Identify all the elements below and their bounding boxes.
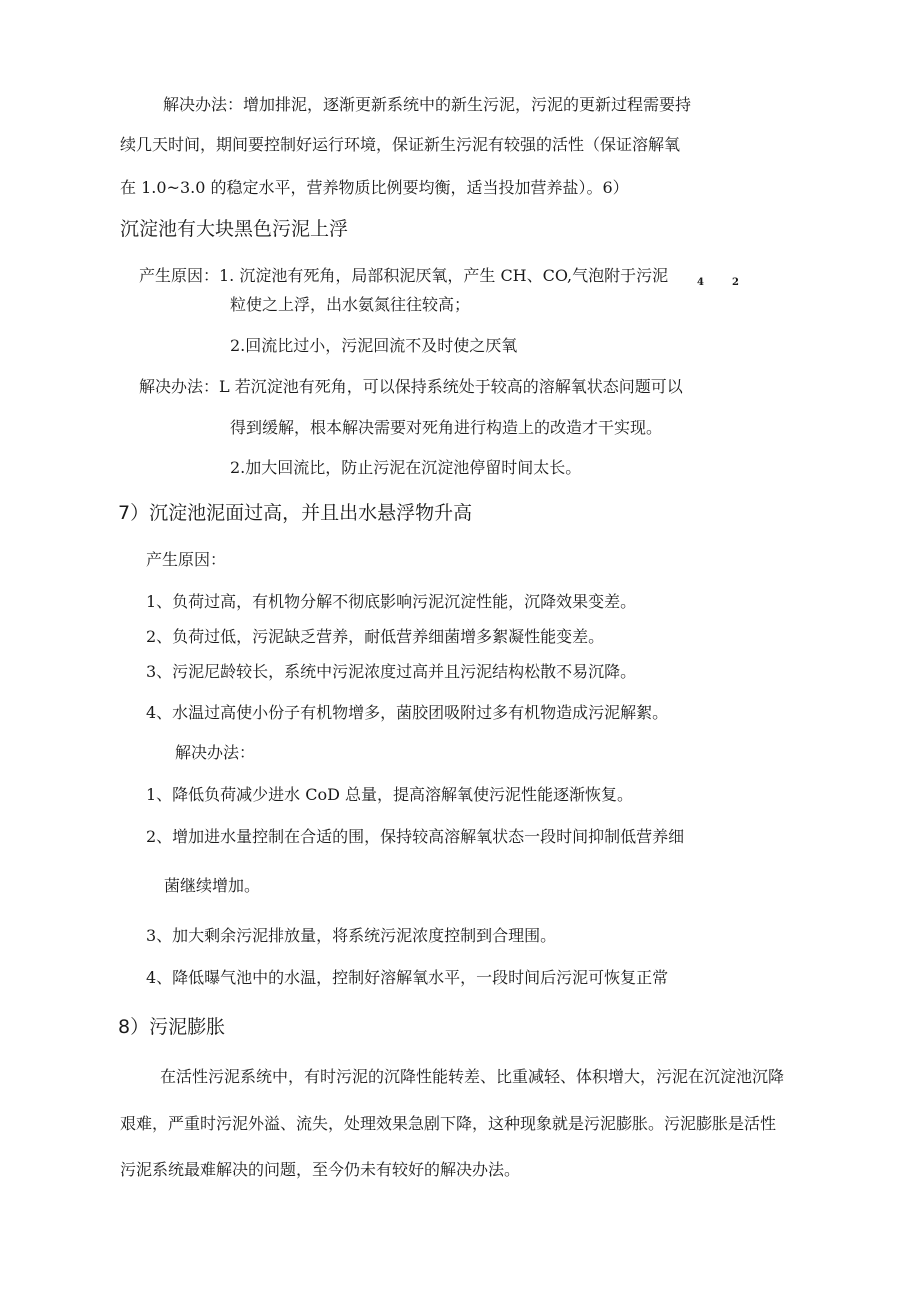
list-item: 4、水温过高使小份子有机物增多，菌胶团吸附过多有机物造成污泥解絮。 [146, 703, 669, 722]
list-item: 4、降低曝气池中的水温，控制好溶解氧水平，一段时间后污泥可恢复正常 [146, 968, 669, 987]
list-item: 3、污泥尼龄较长，系统中污泥浓度过高并且污泥结构松散不易沉降。 [146, 662, 637, 681]
paragraph-line: 在 1.0~3.0 的稳定水平，营养物质比例要均衡，适当投加营养盐）。6） [120, 178, 629, 197]
paragraph-line: 污泥系统最难解决的问题，至今仍未有较好的解决办法。 [120, 1160, 521, 1179]
solution-line: 2.加大回流比，防止污泥在沉淀池停留时间太长。 [230, 458, 582, 477]
cause-line: 2.回流比过小，污泥回流不及时使之厌氧 [230, 336, 518, 355]
subscript: 2 [732, 277, 739, 288]
solution-label: 解决办法： [175, 743, 256, 762]
list-item: 3、加大剩余污泥排放量，将系统污泥浓度控制到合理围。 [146, 926, 557, 945]
subscript: 4 [697, 277, 704, 288]
cause-line: 粒使之上浮，出水氨氮往往较高； [230, 295, 471, 314]
solution-line: 解决办法：L 若沉淀池有死角，可以保持系统处于较高的溶解氧状态问题可以 [139, 377, 683, 396]
section-heading: 7）沉淀池泥面过高，并且出水悬浮物升高 [118, 502, 473, 524]
list-item: 2、增加进水量控制在合适的围，保持较高溶解氧状态一段时间抑制低营养细 [146, 827, 685, 846]
paragraph-line: 艰难，严重时污泥外溢、流失，处理效果急剧下降，这种现象就是污泥膨胀。污泥膨胀是活性 [120, 1114, 777, 1133]
list-item: 1、负荷过高，有机物分解不彻底影响污泥沉淀性能，沉降效果变差。 [146, 592, 637, 611]
list-item: 2、负荷过低，污泥缺乏营养，耐低营养细菌增多絮凝性能变差。 [146, 627, 605, 646]
section-heading: 沉淀池有大块黑色污泥上浮 [120, 218, 349, 240]
paragraph-line: 在活性污泥系统中，有时污泥的沉降性能转差、比重减轻、体积增大，污泥在沉淀池沉降 [160, 1067, 785, 1086]
paragraph-line: 解决办法：增加排泥，逐渐更新系统中的新生污泥，污泥的更新过程需要持 [163, 95, 692, 114]
list-item: 1、降低负荷减少进水 CoD 总量，提高溶解氧使污泥性能逐渐恢复。 [146, 785, 634, 804]
cause-label: 产生原因： [146, 550, 227, 569]
cause-line: 产生原因：1. 沉淀池有死角，局部积泥厌氧，产生 CH、CO,气泡附于污泥 [139, 266, 669, 285]
paragraph-line: 续几天时间，期间要控制好运行环境，保证新生污泥有较强的活性（保证溶解氧 [120, 135, 681, 154]
solution-line: 得到缓解，根本解决需要对死角进行构造上的改造才干实现。 [230, 418, 663, 437]
section-heading: 8）污泥膨胀 [118, 1016, 226, 1038]
list-item: 菌继续增加。 [164, 876, 261, 895]
